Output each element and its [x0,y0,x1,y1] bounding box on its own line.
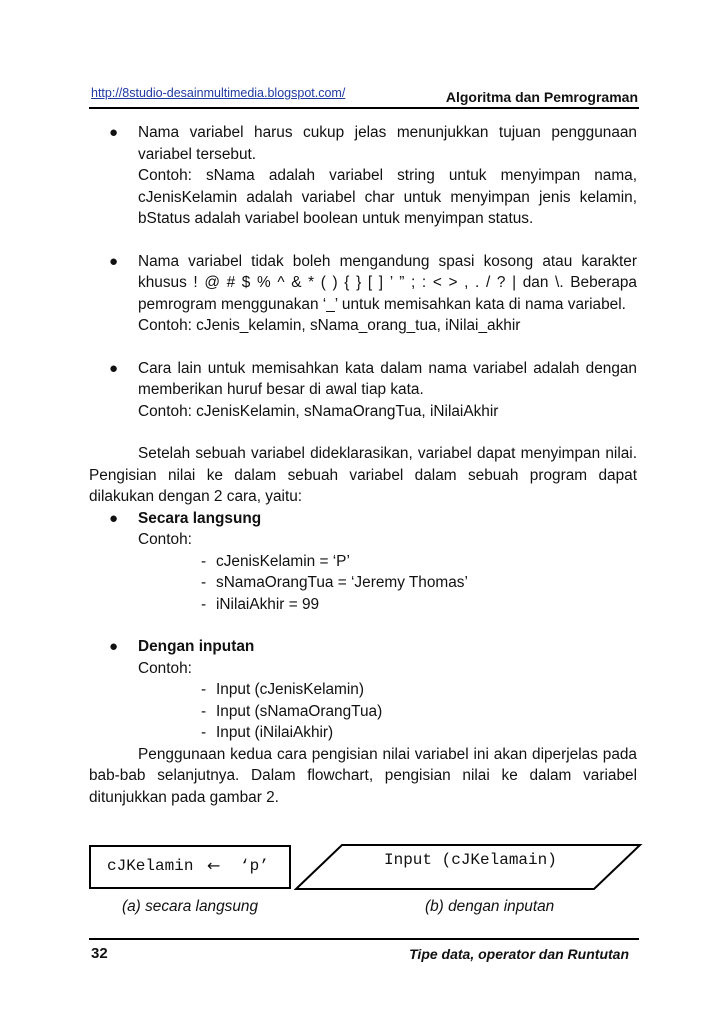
left-arrow-icon: ← [207,856,221,875]
dash-marker: - [201,595,207,613]
dash-marker: - [201,574,207,591]
bullet-item [89,358,637,423]
box-value: ‘p’ [240,857,269,875]
caption-a: (a) secara langsung [122,898,259,915]
bullet-icon: ● [109,509,119,527]
dash-marker: - [201,724,207,741]
footer-divider [89,938,639,940]
dash-marker: - [201,681,207,698]
example-line: - iNilaiAkhir = 99 [89,594,637,616]
footer-chapter-title: Tipe data, operator dan Runtutan [409,946,629,962]
example-line: - Input (iNilaiAkhir) [89,722,637,744]
process-box [89,845,291,889]
closing-paragraph: Penggunaan kedua cara pengisian nilai variabel ini akan diperjelas pada bab-bab selanjutnya. Dalam flowchart, pengisian nilai ke dalam variabel ditunjukkan pada gambar 2. [89,745,637,806]
page-number: 32 [91,945,108,962]
intro-paragraph: Setelah sebuah variabel dideklarasikan, variabel dapat menyimpan nilai. Pengisian nilai ke dalam sebuah variabel dalam sebuah program dapat dilakukan dengan 2 cara, yaitu: [89,445,637,505]
bullet-text: Nama variabel tidak boleh mengandung spasi kosong atau karakter khusus ! @ # $ % ^ & * ( ) { } [ ] ’ ” ; : < > , . / ? | dan \. Beberapa pemrogram menggunakan ‘_’ untuk memisahkan kata di nama variabel. [138,252,637,313]
dash-marker: - [201,702,207,720]
bullet-icon: ● [109,638,119,655]
bullet-example: Contoh: cJenisKelamin, sNamaOrangTua, iNilaiAkhir [138,402,499,420]
page-body [89,122,637,808]
caption-b: (b) dengan inputan [425,898,555,915]
header-divider [89,107,639,109]
method-title: Secara langsung [138,509,262,527]
example-line: - cJenisKelamin = ‘P’ [89,551,637,573]
parallelogram-label: Input (cJKelamain) [384,851,557,869]
method-title: Dengan inputan [138,638,255,655]
method-label: Contoh: [138,659,192,677]
bullet-icon: ● [109,359,119,377]
bullet-example: Contoh: sNama adalah variabel string untuk menyimpan nama, cJenisKelamin adalah variabel char untuk menyimpan jenis kelamin, bStatus adalah variabel boolean untuk menyimpan status. [138,167,637,227]
box-variable: cJKelamin [107,857,194,875]
method-item [89,636,637,679]
bullet-example: Contoh: cJenis_kelamin, sNama_orang_tua, iNilai_akhir [138,317,521,334]
example-line: - Input (sNamaOrangTua) [89,701,637,723]
header-url-link[interactable]: http://8studio-desainmultimedia.blogspot.com/ [91,86,346,100]
bullet-icon: ● [109,252,119,270]
example-line: - sNamaOrangTua = ‘Jeremy Thomas’ [89,572,637,594]
dash-marker: - [201,552,207,570]
header-title: Algoritma dan Pemrograman [445,89,638,105]
method-label: Contoh: [138,531,192,548]
method-item [89,508,637,551]
bullet-text: Cara lain untuk memisahkan kata dalam nama variabel adalah dengan memberikan huruf besar di awal tiap kata. [138,359,637,398]
bullet-item [89,251,637,337]
bullet-icon: ● [109,124,119,141]
bullet-text: Nama variabel harus cukup jelas menunjukkan tujuan penggunaan variabel tersebut. [138,124,637,163]
example-line: - Input (cJenisKelamin) [89,679,637,701]
bullet-item [89,122,637,230]
